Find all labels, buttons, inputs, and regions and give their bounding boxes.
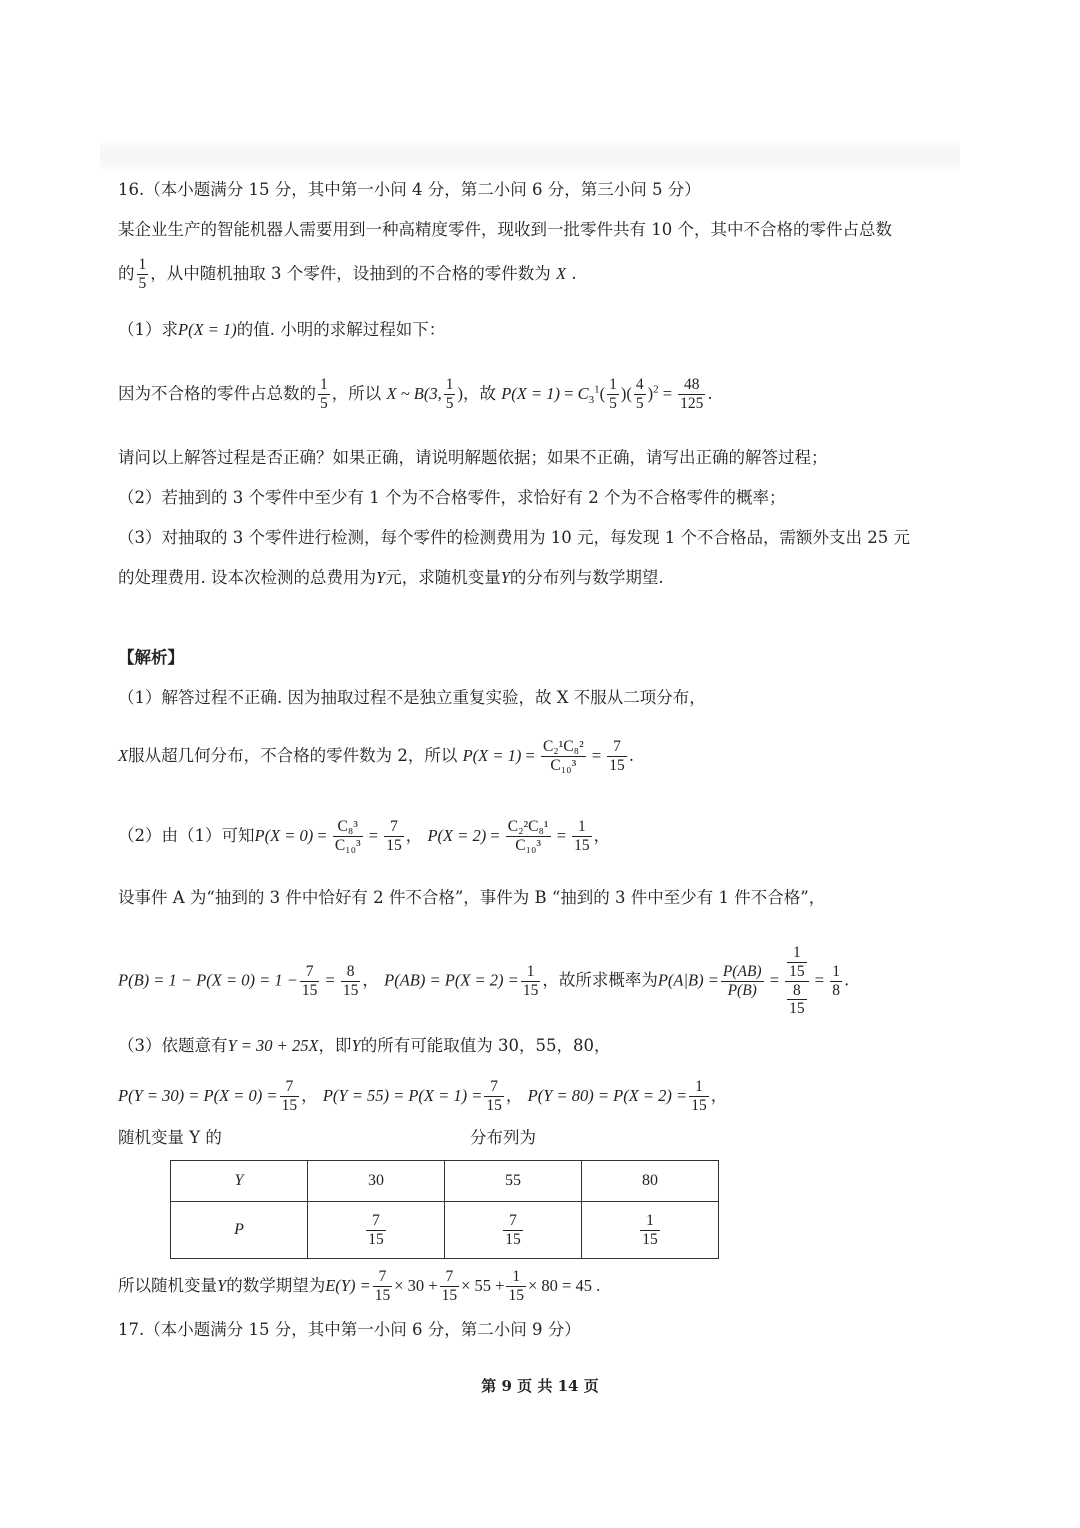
question-1-intro: （1）求P(X = 1)的值. 小明的求解过程如下： xyxy=(118,320,446,339)
fraction-one-fifth: $\frac{1}{5}$ xyxy=(138,256,147,292)
solution-2-events: 设事件 A 为“抽到的 3 件中恰好有 2 件不合格”，事件为 B “抽到的 3 件中至少有 1 件不合格”， xyxy=(118,888,826,907)
question-1-ask: 请问以上解答过程是否正确？如果正确，请说明解题依据；如果不正确，请写出正确的解答过程； xyxy=(118,448,828,467)
problem-17-header: 17.（本小题满分 15 分，其中第一小问 6 分，第二小问 9 分） xyxy=(118,1320,581,1339)
distribution-table xyxy=(170,1160,719,1259)
xiaoming-solution: 因为不合格的零件占总数的 $\frac{1}{5}$ ，所以 X ~ B(3, $\frac{1}{5}$ )，故 $P(X = 1) = C_3^1$( $\frac{1}{5}$ )( $\frac{4}{5}$ )$^2$ = $\frac{48}{125}$ . xyxy=(118,376,713,412)
table-cell: 80 xyxy=(582,1161,719,1202)
table-cell: $\frac{1}{15}$ xyxy=(582,1202,719,1259)
problem-16-stem-line1: 某企业生产的智能机器人需要用到一种高精度零件，现收到一批零件共有 10 个，其中不合格的零件占总数 xyxy=(118,220,892,239)
table-cell: 30 xyxy=(308,1161,445,1202)
scan-shade xyxy=(100,138,960,174)
table-cell: 55 xyxy=(445,1161,582,1202)
page-footer: 第 9 页 共 14 页 xyxy=(481,1377,599,1395)
problem-16-stem-line2: 的 $\frac{1}{5}$ ，从中随机抽取 3 个零件，设抽到的不合格的零件数为 X . xyxy=(118,256,577,292)
fraction-hypergeometric: $\frac{\text{C₂¹C₈²}}{\text{C₁₀³}}$ xyxy=(542,738,584,774)
table-row xyxy=(171,1202,719,1259)
solution-2-probabilities: P(B) = 1 − P(X = 0) = 1 − $\frac{7}{15}$ = $\frac{8}{15}$ ， P(AB) = P(X = 2) = $\frac{1}{15}$ ，故所求概率为P(A|B) = $\frac{P(AB)}{P(B)}$ = $\frac{\frac{1}{15}}{\frac{8}{15}}$ = $\frac{1}{8}$ . xyxy=(118,944,850,1018)
question-3-line1: （3）对抽取的 3 个零件进行检测，每个零件的检测费用为 10 元，每发现 1 个不合格品，需额外支出 25 元 xyxy=(118,528,910,547)
solution-3-line1: （3）依题意有Y = 30 + 25X，即Y的所有可能取值为 30，55，80， xyxy=(118,1036,611,1055)
question-3-line2: 的处理费用. 设本次检测的总费用为Y元，求随机变量Y的分布列与数学期望. xyxy=(118,568,664,587)
fraction-48-125: $\frac{48}{125}$ xyxy=(680,376,704,412)
problem-16-header: 16.（本小题满分 15 分，其中第一小问 4 分，第二小问 6 分，第三小问 5 分） xyxy=(118,180,701,199)
compound-fraction: $\frac{\frac{1}{15}}{\frac{8}{15}}$ xyxy=(785,944,809,1018)
expectation-line: 所以随机变量Y的数学期望为E(Y) = $\frac{7}{15}$ × 30 + $\frac{7}{15}$ × 55 + $\frac{1}{15}$ × 80 = 45 . xyxy=(118,1268,601,1304)
solution-1-line2: X服从超几何分布，不合格的零件数为 2，所以 P(X = 1) = $\frac{\text{C₂¹C₈²}}{\text{C₁₀³}}$ = $\frac{7}{15}$ . xyxy=(118,738,635,774)
solution-1-line1: （1）解答过程不正确. 因为抽取过程不是独立重复实验，故 X 不服从二项分布， xyxy=(118,688,706,707)
table-intro-b: 分布列为 xyxy=(470,1128,536,1147)
table-cell: $\frac{7}{15}$ xyxy=(308,1202,445,1259)
question-2: （2）若抽到的 3 个零件中至少有 1 个为不合格零件，求恰好有 2 个为不合格零件的概率； xyxy=(118,488,786,507)
solution-heading: 【解析】 xyxy=(118,648,184,667)
solution-3-probabilities: P(Y = 30) = P(X = 0) = $\frac{7}{15}$ ， P(Y = 55) = P(X = 1) = $\frac{7}{15}$ ， P(Y = 80) = P(X = 2) = $\frac{1}{15}$ ， xyxy=(118,1078,728,1114)
table-cell: Y xyxy=(171,1161,308,1202)
table-intro: 随机变量 Y 的 xyxy=(118,1128,222,1147)
table-row xyxy=(171,1161,719,1202)
table-cell: P xyxy=(171,1202,308,1259)
table-cell: $\frac{7}{15}$ xyxy=(445,1202,582,1259)
solution-2-line1: （2）由（1）可知P(X = 0) = $\frac{\text{C₈³}}{\text{C₁₀³}}$ = $\frac{7}{15}$ ， P(X = 2) = $\frac{\text{C₂²C₈¹}}{\text{C₁₀³}}$ = $\frac{1}{15}$ ， xyxy=(118,818,611,854)
